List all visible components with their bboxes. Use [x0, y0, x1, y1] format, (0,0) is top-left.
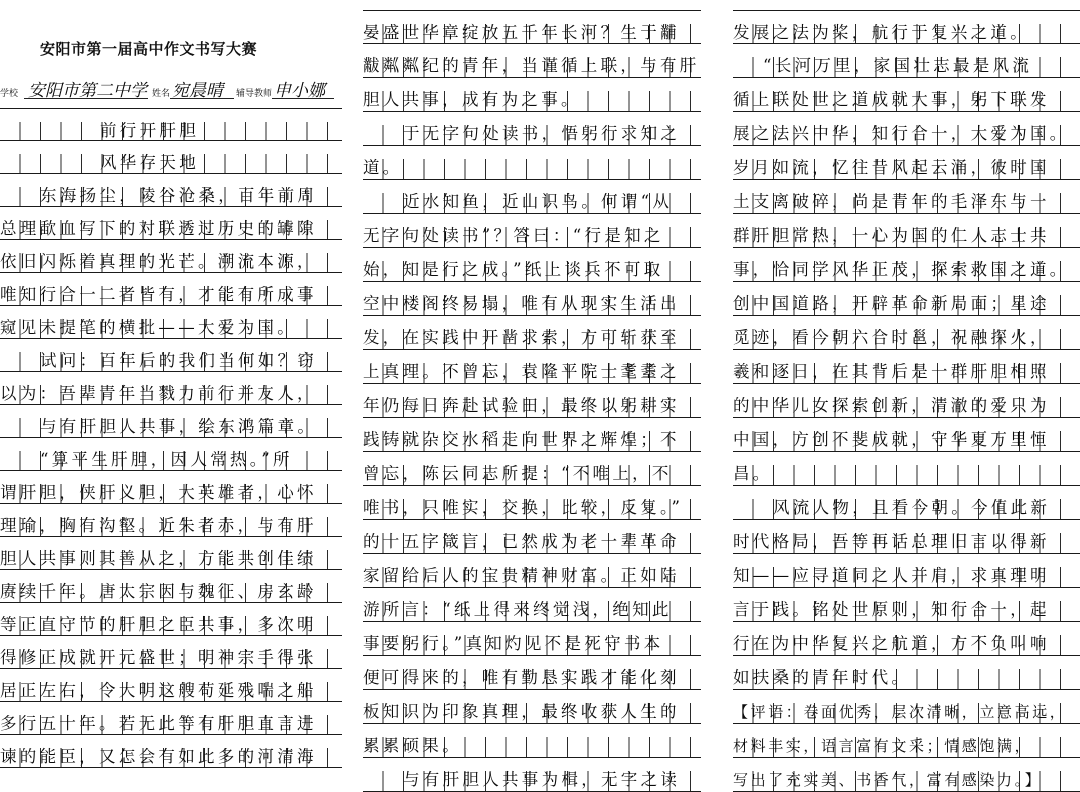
- essay-line: 群肝胆常热，一心为国的仁人志士共: [733, 226, 1050, 245]
- essay-line: 居正左右，令大明这艘苟延残喘之船: [0, 681, 317, 700]
- grid-row: [0, 702, 342, 735]
- grid-row: [0, 108, 342, 141]
- grid-row: [363, 690, 701, 724]
- grid-row: [733, 418, 1080, 452]
- essay-line: 事，恰同学风华正茂，探索救国之道。: [733, 260, 1070, 279]
- grid-row: [0, 471, 342, 504]
- essay-line: 始，知是行之成。”纸上谈兵不可取: [363, 260, 664, 279]
- essay-line: 近水知鱼，近山识鸟。何谓“从: [403, 192, 673, 211]
- grid-row: [0, 669, 342, 702]
- essay-line: 岁月如流，忆往昔风起云涌，彼时国: [733, 158, 1050, 177]
- school-underline: [24, 98, 148, 99]
- grid-row: [0, 504, 342, 537]
- essay-line: 理瑜，胸有沟壑。近朱者赤，与有肝: [0, 516, 317, 535]
- essay-line: “算平生肝胆，因人常热。”所: [40, 450, 293, 469]
- name-label: 姓名: [152, 89, 171, 99]
- essay-line: 板知识为印象真理，最终收获人生的: [363, 702, 680, 721]
- grid-row: [0, 438, 342, 471]
- grid-row: [0, 273, 342, 306]
- grid-row: [733, 112, 1080, 146]
- grid-row: [733, 588, 1080, 622]
- teacher-value: 申小娜: [274, 81, 325, 101]
- grid-row: [363, 10, 701, 44]
- grid-row: [733, 214, 1080, 248]
- grid-row: [733, 350, 1080, 384]
- essay-line: 依旧闪烁着真理的光芒。溯流本源，: [0, 252, 317, 271]
- school-value: 安阳市第二中学: [28, 81, 147, 101]
- essay-line: 上真理。不曾忘，袁隆平院士耄耋之: [363, 362, 680, 381]
- essay-line: 谓肝胆，侠肝义胆，大英雄者，心怀: [0, 483, 317, 502]
- essay-line: 羲和逐日，在其背后是一群肝胆相照: [733, 362, 1050, 381]
- essay-line: 家留给后人的宝贵精神财富。正如陆: [363, 566, 680, 585]
- grid-row: [0, 141, 342, 174]
- essay-page-1: [0, 0, 342, 766]
- name-underline: [170, 98, 234, 99]
- grid-row: [0, 405, 342, 438]
- grid-row: [0, 306, 342, 339]
- grid-row: [363, 44, 701, 78]
- grid-row: [363, 78, 701, 112]
- grid-row: [0, 636, 342, 669]
- essay-title-line-1: 前行开肝胆: [100, 121, 199, 140]
- essay-line: 试问：百年后的我们当何如？窃: [40, 351, 318, 370]
- grid-row: [733, 44, 1080, 78]
- grid-row: [733, 656, 1080, 690]
- essay-line: 黻粼粼纪的青年，当谨循上联，与有肝: [363, 56, 700, 75]
- essay-line: 的十五字箴言，已然成为老一辈革命: [363, 532, 680, 551]
- grid-row: [733, 248, 1080, 282]
- grid-row: [363, 350, 701, 384]
- grid-row: [733, 146, 1080, 180]
- essay-line: 唯知行合一二者皆有，才能有所成事: [0, 285, 317, 304]
- evaluation-line: 【评语：卷面优秀，层次清晰，立意高远，: [733, 703, 1068, 721]
- essay-line: 谏的能臣，又怎会有如此多的河清海: [0, 747, 317, 766]
- essay-line: 于无字句处读书，悟躬行求知之: [403, 124, 681, 143]
- essay-line: 发，在实践中开凿求索，方可斩获至: [363, 328, 680, 347]
- grid-row: [363, 724, 701, 758]
- grid-row: [0, 537, 342, 570]
- essay-line: 东海扬尘，陵谷沧桑，百年前周: [40, 186, 318, 205]
- essay-line: 行在为中华复兴之航道，方不负叫响: [733, 634, 1050, 653]
- grid-row: [363, 214, 701, 248]
- essay-line: 展之法兴中华，知行合一，大爱为国。: [733, 124, 1070, 143]
- grid-row: [0, 240, 342, 273]
- grid-row: [733, 724, 1080, 758]
- essay-line: 与有肝胆人共事为楫，无字之读: [403, 770, 681, 789]
- essay-line: 创中国道路，开辟革命新局面；星途: [733, 294, 1050, 313]
- grid-row: [363, 282, 701, 316]
- writing-grid: [363, 10, 701, 792]
- essay-line: 得修正成就开元盛世；明神宗手得张: [0, 648, 317, 667]
- essay-line: 中国，方创不斐成就，守华夏万里恒: [733, 430, 1050, 449]
- grid-row: [363, 520, 701, 554]
- grid-row: [733, 520, 1080, 554]
- student-info-line: [0, 76, 342, 104]
- essay-line: 多行五十年。若无此等有肝胆直言进: [0, 714, 317, 733]
- essay-line: 言于践。铭处世原则，知行合一，起: [733, 600, 1050, 619]
- essay-line: 游所言：“纸上得来终觉浅，绝知此: [363, 600, 672, 619]
- grid-row: [363, 384, 701, 418]
- essay-line: 循上联处世之道成就大事，躬下联发: [733, 90, 1050, 109]
- grid-row: [733, 622, 1080, 656]
- grid-row: [733, 452, 1080, 486]
- grid-row: [733, 180, 1080, 214]
- grid-row: [363, 588, 701, 622]
- essay-line: 胆人共事，成有为之事。: [363, 90, 581, 109]
- grid-row: [733, 10, 1080, 44]
- grid-row: [0, 603, 342, 636]
- grid-row: [733, 690, 1080, 724]
- essay-line: 如扶桑的青年时代。: [733, 668, 912, 687]
- teacher-underline: [272, 98, 334, 99]
- essay-line: 觅迹，看今朝六合时邕，祝融探火，: [733, 328, 1050, 347]
- writing-grid: [0, 108, 342, 768]
- essay-line: 空中楼阁终易塌，唯有从现实生活出: [363, 294, 680, 313]
- essay-line: 发展之法为桨，航行于复兴之道。: [733, 23, 1030, 42]
- grid-row: [733, 486, 1080, 520]
- evaluation-line: 材料丰实，语言富有文采；情感饱满，: [733, 737, 1033, 755]
- evaluation-line: 写出了充实美、书香气，富有感染力。】: [733, 771, 1043, 789]
- name-value: 宛晨晴: [172, 81, 223, 101]
- grid-row: [363, 758, 701, 792]
- grid-row: [733, 282, 1080, 316]
- grid-row: [363, 452, 701, 486]
- essay-line: 昌。: [733, 464, 773, 483]
- essay-line: 赓续千年。唐太宗因与魏征、房玄龄: [0, 582, 317, 601]
- grid-row: [363, 248, 701, 282]
- essay-line: 年仍每日奔赴试验田，最终以躬耕实: [363, 396, 680, 415]
- essay-line: 唯书，只唯实，交换，比较，反复。”: [363, 498, 684, 517]
- essay-page-2: [363, 0, 701, 789]
- essay-line: 时代格局，吾等再话总理旧言以得新: [733, 532, 1050, 551]
- essay-line: 风流人物，且看今朝。今值此新: [773, 498, 1051, 517]
- essay-line: 累累硕果。: [363, 736, 462, 755]
- writing-grid: [733, 10, 1080, 792]
- essay-line: 便可得来的，唯有勤恳实践才能化刻: [363, 668, 680, 687]
- grid-row: [733, 554, 1080, 588]
- grid-row: [0, 207, 342, 240]
- grid-row: [363, 486, 701, 520]
- essay-line: 与有肝胆人共事，绘东鸿篇章。: [40, 417, 318, 436]
- essay-line: 知——应寻道同之人并肩，求真理明: [733, 566, 1050, 585]
- essay-line: “长河万里，家国壮志最是风流: [763, 56, 1033, 75]
- essay-title-line-2: 风华存天地: [100, 153, 199, 172]
- grid-row: [363, 316, 701, 350]
- essay-line: 道。: [363, 158, 403, 177]
- essay-line: 事要躬行。”真知灼见不是死守书本: [363, 634, 664, 653]
- essay-line: 无字句处读书”？答曰：“行是知之: [363, 226, 664, 245]
- grid-row: [363, 180, 701, 214]
- essay-line: 践铸就杂交水稻走向世界之辉煌；不: [363, 430, 680, 449]
- essay-page-3: [733, 0, 1080, 789]
- grid-row: [363, 622, 701, 656]
- essay-line: 胆人共事则其善从之，方能共创佳绩: [0, 549, 317, 568]
- essay-line: 土支离破碎，尚是青年的毛泽东与一: [733, 192, 1050, 211]
- grid-row: [0, 570, 342, 603]
- grid-row: [363, 656, 701, 690]
- grid-row: [0, 174, 342, 207]
- essay-line: 以为：吾辈青年当戮力前行并友人，: [0, 384, 317, 403]
- grid-row: [0, 372, 342, 405]
- essay-line: 的中华儿女探索创新，清澈的爱只为: [733, 396, 1050, 415]
- grid-row: [363, 554, 701, 588]
- grid-row: [733, 78, 1080, 112]
- grid-row: [733, 316, 1080, 350]
- teacher-label: 辅导教师: [236, 89, 273, 99]
- essay-line: 窥见未提笔的横批——大爱为国。: [0, 318, 297, 337]
- school-label: 学校: [0, 89, 19, 99]
- grid-row: [0, 735, 342, 768]
- grid-row: [363, 418, 701, 452]
- essay-line: 等正直守节的肝胆之臣共事，多次明: [0, 615, 317, 634]
- essay-line: 晏盛世华章绽放五千年长河？生于黼: [363, 23, 680, 42]
- grid-row: [733, 758, 1080, 792]
- contest-title: 安阳市第一届高中作文书写大赛: [40, 40, 258, 58]
- essay-line: 曾忘，陈云同志所提：“不唯上，不: [363, 464, 672, 483]
- grid-row: [363, 112, 701, 146]
- grid-row: [0, 339, 342, 372]
- essay-line: 总理歃血写下的对联透过历史的罅隙: [0, 219, 317, 238]
- grid-row: [733, 384, 1080, 418]
- grid-row: [363, 146, 701, 180]
